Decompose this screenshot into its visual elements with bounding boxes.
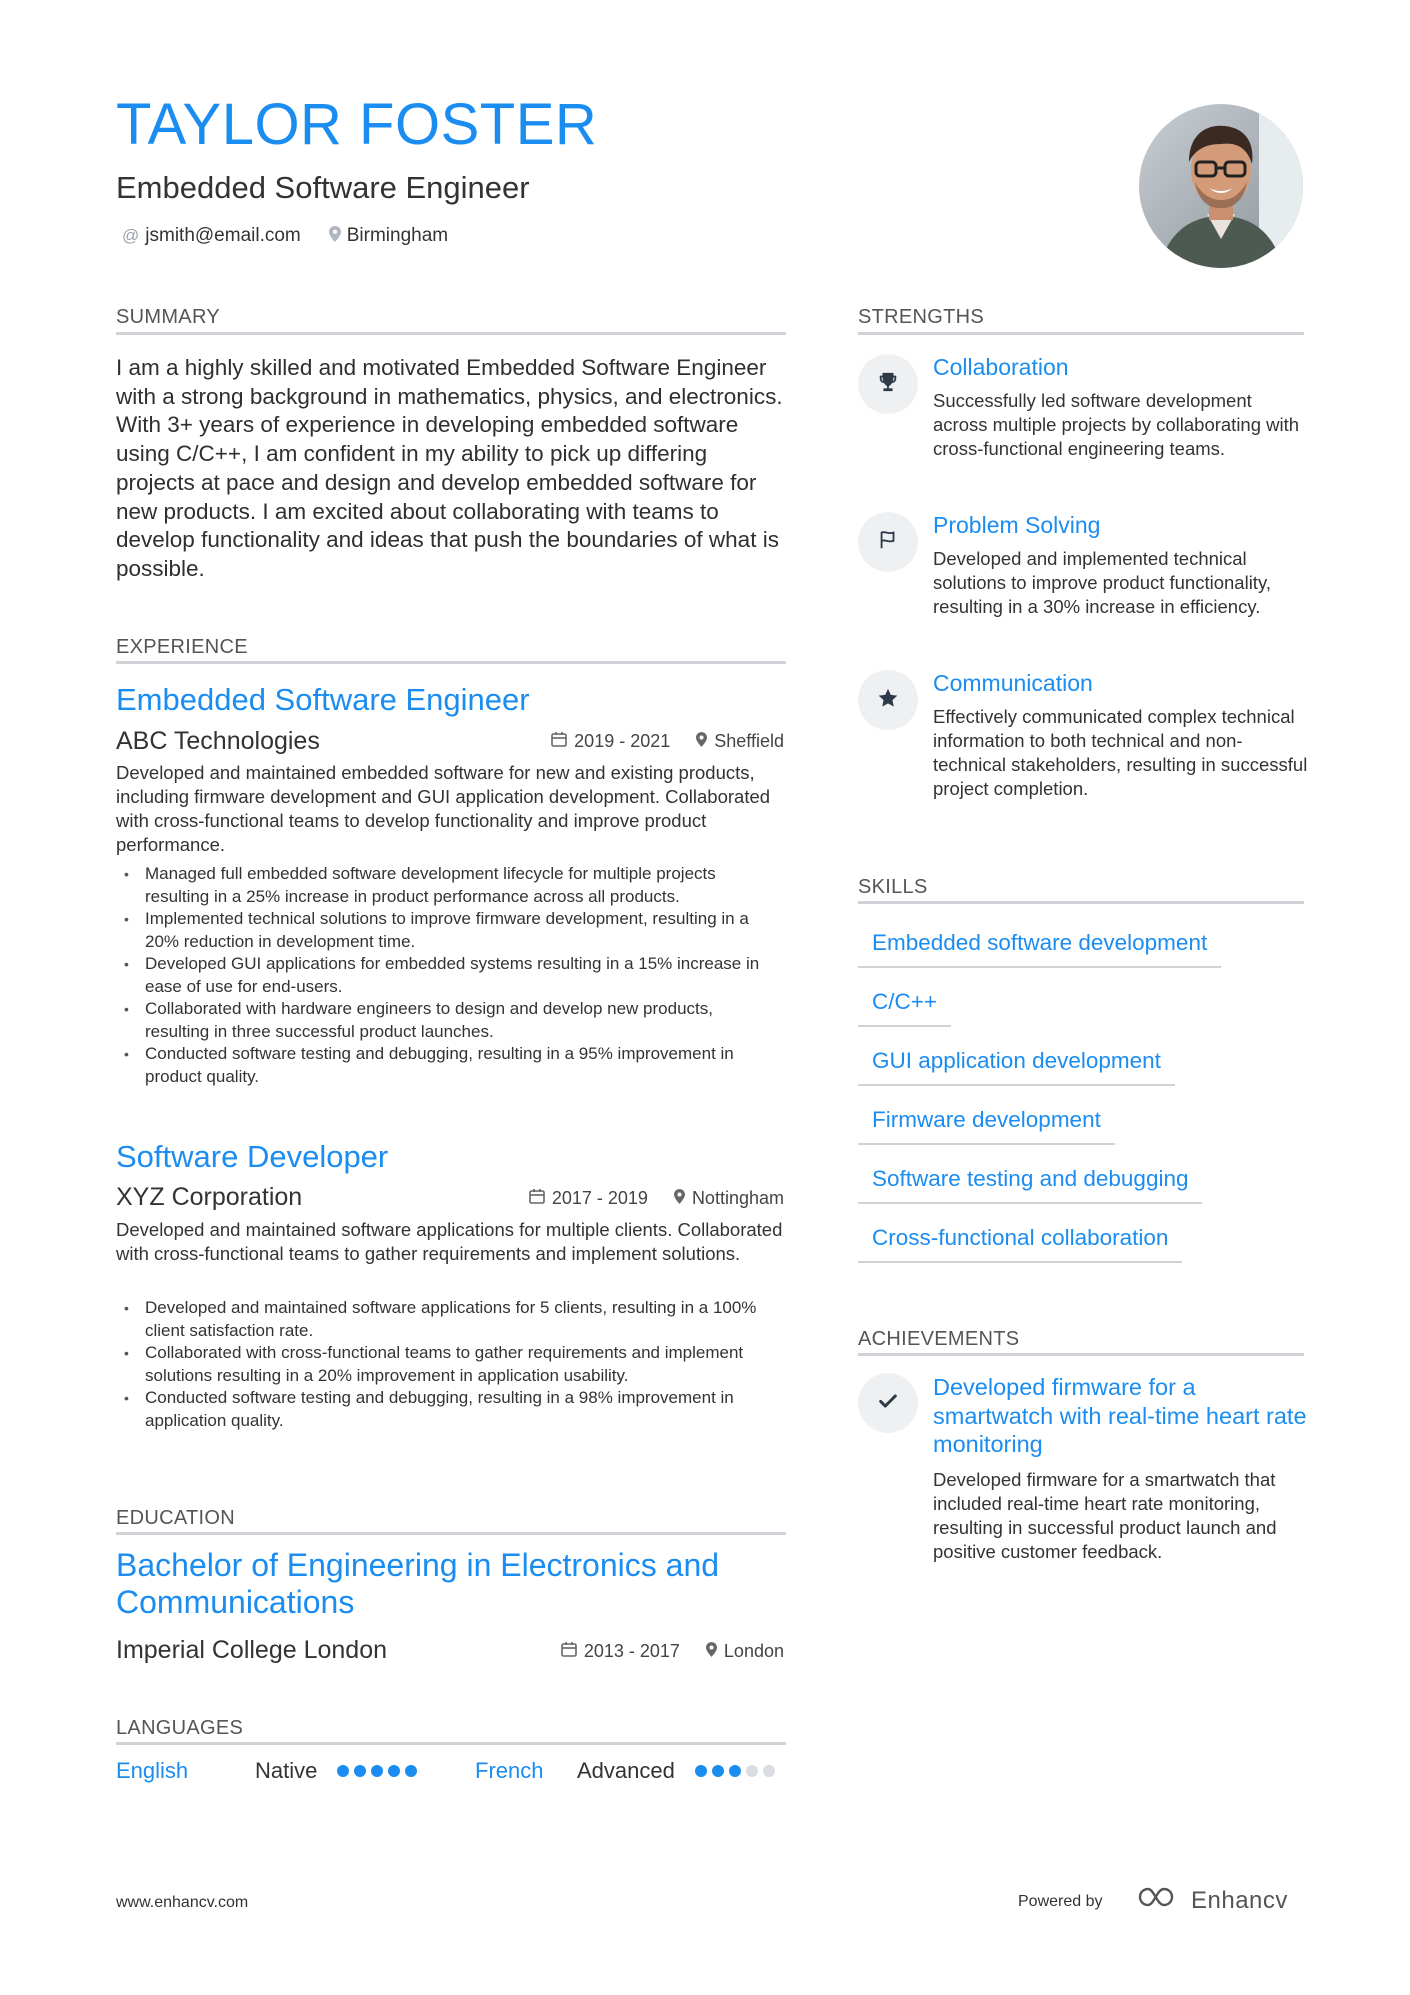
education-dates-text: 2013 - 2017 [583,1641,680,1661]
rating-dot [712,1765,724,1777]
job-location-text: Sheffield [714,731,784,751]
language-name: English [116,1758,189,1783]
email-text: jsmith@email.com [145,225,301,246]
summary-text: I am a highly skilled and motivated Embedded Software Engineer with a strong background in mathematics, physics, and electronics. With 3+ years of experience in developing embedded software using C/C++, I am confident in my ability to pick up differing projects at pace and design and develop embedded software for new products. I am excited about collaborating with teams to develop functionality and ideas that push the boundaries of what is possible. [116,355,783,581]
profile-photo [1139,104,1303,268]
at-icon: @ [122,226,140,245]
job-title: Software Developer [116,1139,389,1174]
star-icon [877,687,899,714]
calendar-icon [529,1188,545,1209]
strength-description: Successfully led software development across multiple projects by collaborating with cross-functional engineering teams. [933,390,1300,459]
achievement-description: Developed firmware for a smartwatch that included real-time heart rate monitoring, resulting in successful product launch and positive customer feedback. [933,1469,1277,1562]
strength-icon-badge [858,512,918,572]
skill-tag: C/C++ [858,989,951,1027]
list-item: • Conducted software testing and debugging, resulting in a 98% improvement in application quality. [116,1387,776,1432]
candidate-role: Embedded Software Engineer [116,170,530,205]
rating-dot [388,1765,400,1777]
company-name: XYZ Corporation [116,1183,303,1211]
list-item: • Implemented technical solutions to improve firmware development, resulting in a 20% reduction in development time. [116,908,776,953]
achievement-title: Developed firmware for a smartwatch with real-time heart rate monitoring [933,1374,1307,1457]
rating-dot [405,1765,417,1777]
strength-description: Developed and implemented technical solutions to improve product functionality, resulting in a 30% increase in efficiency. [933,548,1271,617]
section-rule [116,332,786,335]
rating-dot [337,1765,349,1777]
job-description: Developed and maintained software applications for multiple clients. Collaborated with cross-functional teams to gather requirements and implement solutions. [116,1219,783,1264]
brand-logo[interactable] [1137,1885,1288,1916]
rating-dot [354,1765,366,1777]
section-rule [858,332,1304,335]
skill-tag: Firmware development [858,1107,1115,1145]
rating-dot [746,1765,758,1777]
section-rule [116,1742,786,1745]
list-item: • Collaborated with cross-functional teams to gather requirements and implement solutions resulting in a 20% improvement in application usability. [116,1342,776,1387]
education-location [706,1641,784,1662]
language-rating [337,1765,417,1777]
strength-icon-badge [858,670,918,730]
job-bullets [116,863,776,1088]
strength-icon-badge [858,354,918,414]
job-dates [529,1188,648,1209]
rating-dot [763,1765,775,1777]
skill-tag: Embedded software development [858,930,1221,968]
company-name: ABC Technologies [116,727,320,755]
section-rule [116,661,786,664]
job-meta [551,731,784,752]
job-bullets [116,1297,776,1432]
school-name: Imperial College London [116,1636,388,1664]
list-item: • Conducted software testing and debugging, resulting in a 95% improvement in product quality. [116,1043,776,1088]
section-rule [858,1353,1304,1356]
skill-tag: GUI application development [858,1048,1175,1086]
map-pin-icon [329,226,341,247]
contact-info [122,225,448,247]
strength-description: Effectively communicated complex technical information to both technical and non-technical stakeholders, resulting in successful project completion. [933,706,1308,799]
section-heading-summary: SUMMARY [116,306,220,328]
footer-link[interactable]: www.enhancv.com [116,1894,249,1911]
section-heading-strengths: STRENGTHS [858,306,985,328]
job-meta [529,1188,784,1209]
calendar-icon [551,731,567,752]
section-rule [116,1532,786,1535]
strength-title: Communication [933,670,1093,696]
list-item: • Developed and maintained software applications for 5 clients, resulting in a 100% client satisfaction rate. [116,1297,776,1342]
skill-tag: Cross-functional collaboration [858,1225,1182,1263]
list-item: • Collaborated with hardware engineers to design and develop new products, resulting in three successful product launches. [116,998,776,1043]
candidate-name: TAYLOR FOSTER [116,92,598,157]
degree-title: Bachelor of Engineering in Electronics and Communications [116,1547,720,1620]
section-heading-experience: EXPERIENCE [116,636,248,658]
list-item: • Developed GUI applications for embedded systems resulting in a 15% increase in ease of use for end-users. [116,953,776,998]
powered-by-text: Powered by [1018,1893,1103,1910]
calendar-icon [561,1641,577,1662]
language-item [116,1758,417,1784]
section-heading-education: EDUCATION [116,1507,235,1529]
language-level: Native [255,1758,318,1783]
strength-title: Collaboration [933,354,1069,380]
education-dates [561,1641,680,1662]
brand-name: Enhancv [1191,1886,1288,1914]
job-dates-text: 2019 - 2021 [574,731,671,751]
job-description: Developed and maintained embedded software for new and existing products, including firmware development and GUI application development. Collaborated with cross-functional teams to develop functionality and improve product performance. [116,762,771,855]
language-level: Advanced [577,1758,675,1783]
map-pin-icon [706,1642,717,1662]
strength-title: Problem Solving [933,512,1101,538]
job-location [696,731,784,752]
education-location-text: London [723,1641,784,1661]
skill-tag: Software testing and debugging [858,1166,1202,1204]
section-heading-achievements: ACHIEVEMENTS [858,1328,1020,1350]
language-item [475,1758,775,1784]
enhancv-logo-icon [1137,1885,1181,1916]
job-location-text: Nottingham [691,1188,784,1208]
rating-dot [695,1765,707,1777]
job-title: Embedded Software Engineer [116,682,530,717]
section-heading-languages: LANGUAGES [116,1717,244,1739]
education-meta [561,1641,784,1662]
section-rule [858,901,1304,904]
map-pin-icon [696,732,707,752]
contact-email[interactable] [122,225,301,247]
contact-location [329,225,448,247]
language-name: French [475,1758,544,1783]
flag-icon [877,529,899,556]
achievement-icon-badge [858,1373,918,1433]
map-pin-icon [674,1189,685,1209]
language-rating [695,1765,775,1777]
job-dates [551,731,670,752]
trophy-icon [877,371,899,398]
checkmark-icon [877,1390,899,1417]
rating-dot [371,1765,383,1777]
location-text: Birmingham [346,225,449,246]
list-item: • Managed full embedded software development lifecycle for multiple projects resulting in a 25% increase in product performance across all products. [116,863,776,908]
job-location [674,1188,784,1209]
job-dates-text: 2017 - 2019 [551,1188,648,1208]
section-heading-skills: SKILLS [858,876,928,898]
rating-dot [729,1765,741,1777]
